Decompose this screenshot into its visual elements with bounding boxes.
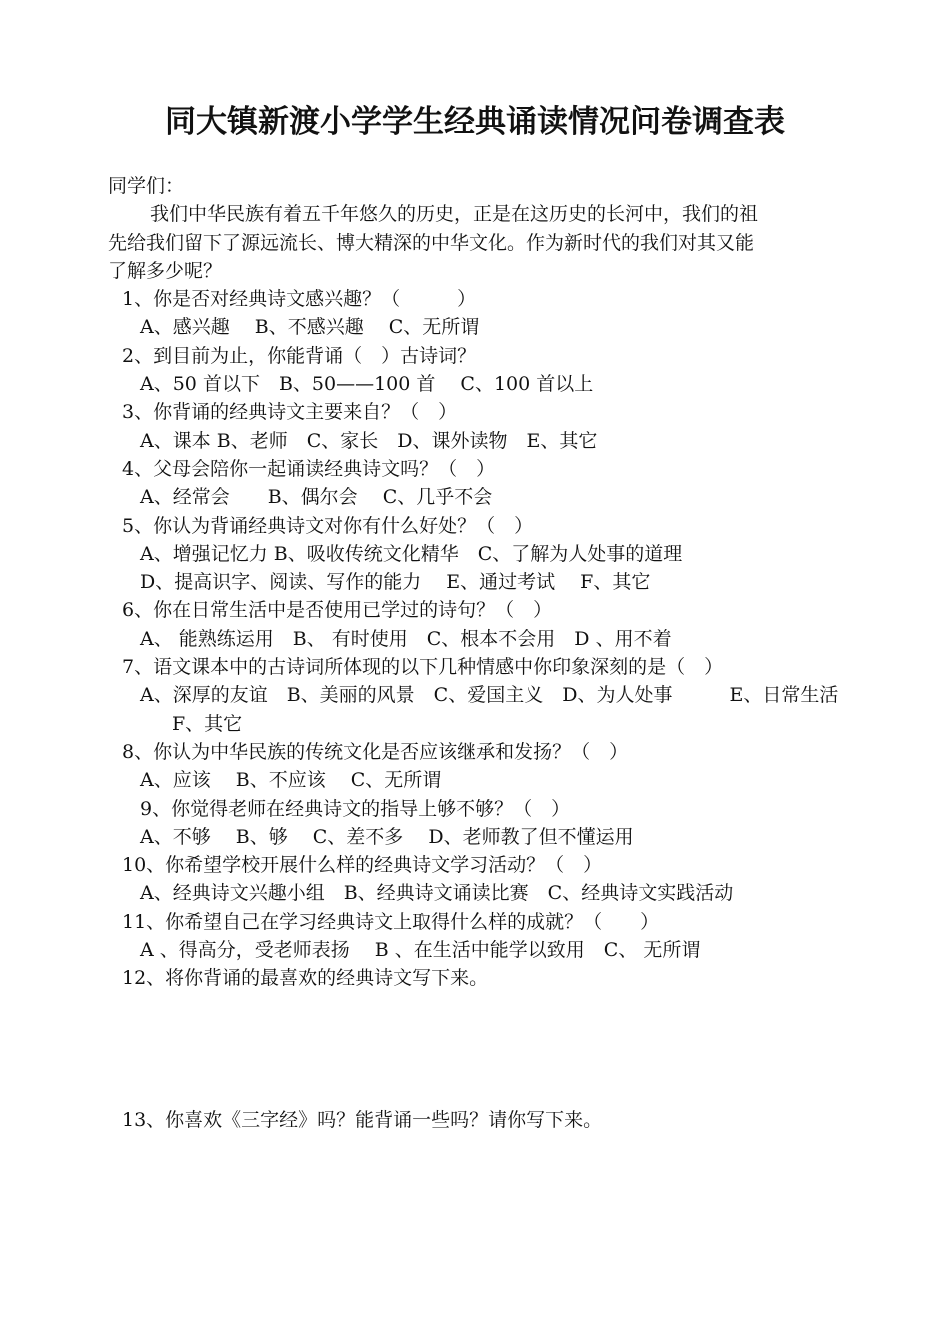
question-10-options: A、经典诗文兴趣小组 B、经典诗文诵读比赛 C、经典诗文实践活动 (140, 882, 734, 905)
question-5-options-line-2: D、提高识字、阅读、写作的能力 E、通过考试 F、其它 (140, 571, 651, 594)
question-8-options: A、应该 B、不应该 C、无所谓 (140, 769, 442, 792)
question-4-options: A、经常会 B、偶尔会 C、几乎不会 (140, 486, 493, 509)
page-title: 同大镇新渡小学学生经典诵读情况问卷调查表 (165, 104, 785, 140)
question-3: 3、你背诵的经典诗文主要来自？（ ） (122, 401, 458, 424)
answer-space-12 (108, 993, 850, 1078)
question-2-options: A、50 首以下 B、50——100 首 C、100 首以上 (140, 373, 594, 396)
question-9-options: A、不够 B、够 C、差不多 D、老师教了但不懂运用 (140, 825, 634, 848)
intro-line-1: 我们中华民族有着五千年悠久的历史，正是在这历史的长河中，我们的祖 (150, 203, 759, 226)
question-7-options-continuation: F、其它 (172, 712, 243, 735)
question-6-options: A、 能熟练运用 B、 有时使用 C、根本不会用 D 、用不着 (140, 627, 672, 650)
question-11-options: A 、得高分，受老师表扬 B 、在生活中能学以致用 C、 无所谓 (140, 939, 701, 962)
question-6: 6、你在日常生活中是否使用已学过的诗句？（ ） (122, 599, 553, 622)
question-5-options-line-1: A、增强记忆力 B、吸收传统文化精华 C、了解为人处事的道理 (140, 542, 683, 565)
question-12: 12、将你背诵的最喜欢的经典诗文写下来。 (122, 967, 489, 990)
question-8: 8、你认为中华民族的传统文化是否应该继承和发扬？（ ） (122, 740, 629, 763)
question-1-options: A、感兴趣 B、不感兴趣 C、无所谓 (140, 316, 480, 339)
question-5: 5、你认为背诵经典诗文对你有什么好处？（ ） (122, 514, 534, 537)
intro-line-2: 先给我们留下了源远流长、博大精深的中华文化。作为新时代的我们对其又能 (108, 231, 755, 254)
question-2: 2、到目前为止，你能背诵（ ）古诗词？ (122, 344, 477, 367)
question-13: 13、你喜欢《三字经》吗？能背诵一些吗？请你写下来。 (122, 1108, 603, 1131)
question-10: 10、你希望学校开展什么样的经典诗文学习活动？（ ） (122, 854, 603, 877)
greeting: 同学们： (108, 175, 185, 197)
questionnaire-body (108, 172, 850, 1134)
question-3-options: A、课本 B、老师 C、家长 D、课外读物 E、其它 (140, 429, 598, 452)
intro-line-3: 了解多少呢？ (108, 259, 223, 282)
question-7-options: A、深厚的友谊 B、美丽的风景 C、爱国主义 D、为人处事 E、日常生活 (140, 684, 839, 707)
question-1: 1、你是否对经典诗文感兴趣？（ ） (122, 288, 477, 311)
answer-space-12b (108, 1078, 850, 1106)
question-9: 9、你觉得老师在经典诗文的指导上够不够？（ ） (140, 797, 571, 820)
question-7: 7、语文课本中的古诗词所体现的以下几种情感中你印象深刻的是（ ） (122, 656, 724, 679)
question-4: 4、父母会陪你一起诵读经典诗文吗？（ ） (122, 457, 496, 480)
question-11: 11、你希望自己在学习经典诗文上取得什么样的成就？（ ） (122, 910, 660, 933)
